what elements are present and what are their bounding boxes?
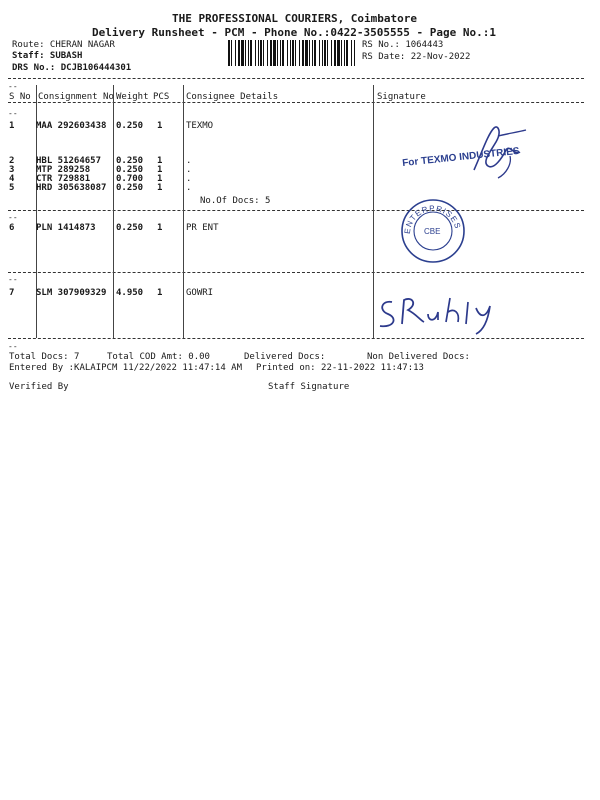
row-weight: 0.250	[116, 121, 144, 131]
row-sno: 1	[9, 121, 15, 131]
barcode-bar	[248, 40, 249, 66]
barcode-bar	[280, 40, 281, 66]
row-sno: 6	[9, 223, 15, 233]
total-cod-amount: Total COD Amt: 0.00	[107, 352, 210, 362]
gowri-signature	[372, 288, 502, 336]
row-tick: --	[8, 109, 18, 118]
barcode-bar	[344, 40, 345, 66]
non-delivered-docs: Non Delivered Docs:	[367, 352, 470, 362]
row-pcs: 1	[157, 156, 163, 166]
barcode-bar	[235, 40, 236, 66]
barcode-bar	[314, 40, 316, 66]
seal-arc-text: ENTERPRISES	[402, 203, 463, 235]
row-consignment: MAA 292603438	[36, 121, 107, 131]
row-pcs: 1	[157, 288, 163, 298]
column-header-consignee: Consignee Details	[186, 92, 279, 102]
barcode-bar	[346, 40, 348, 66]
header-divider	[8, 78, 584, 79]
barcode-bar	[322, 40, 323, 66]
barcode-bar	[287, 40, 288, 66]
barcode-bar	[327, 40, 328, 66]
row-consignee: .	[186, 165, 192, 175]
row-divider	[8, 338, 584, 339]
row-weight: 0.250	[116, 156, 144, 166]
row-tick: --	[8, 82, 18, 91]
row-weight: 0.250	[116, 223, 144, 233]
barcode-bar	[238, 40, 240, 66]
barcode-bar	[302, 40, 304, 66]
no-of-docs: No.Of Docs: 5	[200, 196, 271, 206]
barcode-bar	[260, 40, 262, 66]
row-sno: 7	[9, 288, 15, 298]
barcode-bar	[312, 40, 313, 66]
handwritten-signature-icon	[372, 288, 502, 336]
entered-by: Entered By :KALAIPCM 11/22/2022 11:47:14 AM	[9, 363, 242, 373]
row-consignment: PLN 1414873	[36, 223, 96, 233]
company-title: THE PROFESSIONAL COURIERS, Coimbatore	[172, 12, 418, 25]
row-tick: --	[8, 342, 18, 351]
row-consignee: .	[186, 174, 192, 184]
barcode-bar	[305, 40, 308, 66]
row-divider	[8, 210, 584, 211]
runsheet-subtitle: Delivery Runsheet - PCM - Phone No.:0422-3505555 - Page No.:1	[92, 26, 496, 39]
row-pcs: 1	[157, 183, 163, 193]
barcode-bar	[319, 40, 320, 66]
row-consignment: HBL 51264657	[36, 156, 102, 166]
row-consignee: PR ENT	[186, 223, 219, 233]
barcode-image	[228, 40, 356, 66]
column-line	[113, 85, 114, 338]
route-label: Route: CHERAN NAGAR	[12, 40, 115, 50]
barcode-bar	[324, 40, 326, 66]
row-weight: 0.250	[116, 183, 144, 193]
row-divider	[8, 272, 584, 273]
barcode-bar	[250, 40, 252, 66]
barcode-bar	[263, 40, 264, 66]
row-sno: 4	[9, 174, 15, 184]
staff-label: Staff: SUBASH	[12, 51, 83, 61]
barcode-bar	[231, 40, 232, 66]
column-header-weight: Weight	[116, 92, 149, 102]
column-header-consignment: Consignment No	[38, 92, 114, 102]
row-consignment: CTR 729881	[36, 174, 91, 184]
row-consignment: HRD 305638087	[36, 183, 107, 193]
column-header-divider	[8, 102, 584, 103]
verified-by-label: Verified By	[9, 382, 69, 392]
barcode-bar	[309, 40, 310, 66]
barcode-bar	[334, 40, 336, 66]
row-tick: --	[8, 213, 18, 222]
seal-center-text: CBE	[424, 227, 441, 236]
barcode-bar	[354, 40, 355, 66]
barcode-bar	[292, 40, 294, 66]
row-consignee: TEXMO	[186, 121, 214, 131]
barcode-bar	[270, 40, 272, 66]
row-pcs: 1	[157, 174, 163, 184]
barcode-bar	[295, 40, 296, 66]
total-docs: Total Docs: 7	[9, 352, 80, 362]
delivered-docs: Delivered Docs:	[244, 352, 326, 362]
row-sno: 3	[9, 165, 15, 175]
pr-enterprises-stamp	[398, 196, 468, 266]
barcode-bar	[337, 40, 340, 66]
texmo-stamp-text: For TEXMO INDUSTRIES	[401, 145, 521, 170]
row-sno: 5	[9, 183, 15, 193]
row-consignment: MTP 289258	[36, 165, 91, 175]
barcode-bar	[273, 40, 276, 66]
barcode-bar	[341, 40, 342, 66]
row-pcs: 1	[157, 223, 163, 233]
column-header-signature: Signature	[377, 92, 426, 102]
barcode-bar	[267, 40, 268, 66]
row-pcs: 1	[157, 121, 163, 131]
row-weight: 0.250	[116, 165, 144, 175]
rs-number: RS No.: 1064443	[362, 40, 444, 50]
printed-on: Printed on: 22-11-2022 11:47:13	[256, 363, 424, 373]
row-sno: 2	[9, 156, 15, 166]
barcode-bar	[245, 40, 246, 66]
column-header-sno: S No	[9, 92, 31, 102]
barcode-bar	[290, 40, 291, 66]
staff-signature-label: Staff Signature	[268, 382, 350, 392]
rs-date: RS Date: 22-Nov-2022	[362, 52, 471, 62]
texmo-signature-stamp	[402, 122, 552, 184]
barcode-bar	[241, 40, 244, 66]
barcode-bar	[258, 40, 259, 66]
barcode-bar	[277, 40, 278, 66]
barcode-bar	[351, 40, 352, 66]
barcode-bar	[228, 40, 230, 66]
row-weight: 0.700	[116, 174, 144, 184]
row-consignee: .	[186, 183, 192, 193]
row-consignee: GOWRI	[186, 288, 214, 298]
barcode-bar	[282, 40, 284, 66]
row-weight: 4.950	[116, 288, 144, 298]
row-pcs: 1	[157, 165, 163, 175]
barcode-bar	[331, 40, 332, 66]
row-tick: --	[8, 275, 18, 284]
drs-number: DRS No.: DCJB106444301	[12, 63, 132, 73]
row-consignment: SLM 307909329	[36, 288, 107, 298]
row-consignee: .	[186, 156, 192, 166]
barcode-bar	[255, 40, 256, 66]
column-line	[183, 85, 184, 338]
barcode-bar	[299, 40, 300, 66]
column-header-pcs: PCS	[153, 92, 170, 102]
